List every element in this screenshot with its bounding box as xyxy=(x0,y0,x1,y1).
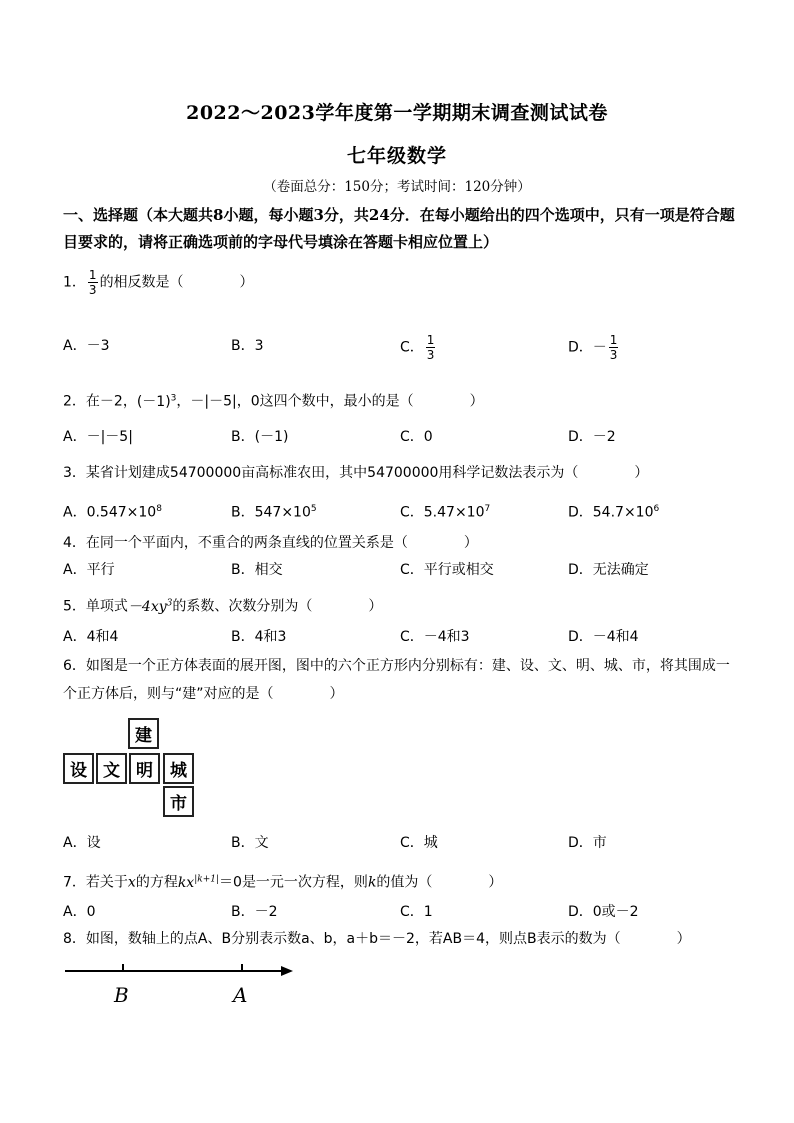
equation-exponent: |k+1| xyxy=(194,874,220,884)
q5-option-b[interactable]: B．4和3 xyxy=(231,629,287,645)
q3-option-c-text: C．5.47×10 xyxy=(400,504,485,521)
q4-option-d[interactable]: D．无法确定 xyxy=(568,562,649,578)
q1-option-d-fraction xyxy=(609,333,619,362)
q3-option-d[interactable] xyxy=(568,496,659,526)
q4-option-c[interactable]: C．平行或相交 xyxy=(400,562,494,578)
frac-denominator: 3 xyxy=(426,348,435,362)
q4-option-b[interactable]: B．相交 xyxy=(231,562,283,578)
frac-denominator: 3 xyxy=(609,348,618,362)
question-2-stem-a: 2．在－2， xyxy=(63,393,137,410)
net-cell-shi: 市 xyxy=(163,786,194,817)
q1-option-c-fraction xyxy=(426,333,436,362)
label-a: A xyxy=(233,983,248,1006)
question-7 xyxy=(63,866,743,896)
question-2-power xyxy=(137,394,177,410)
q2-option-b[interactable]: B．(－1) xyxy=(231,429,289,445)
exam-subtitle: 七年级数学 xyxy=(346,145,447,167)
net-cell-jian: 建 xyxy=(128,718,159,749)
question-5-options xyxy=(63,624,743,650)
q3-option-d-text: D．54.7×10 xyxy=(568,504,654,521)
q1-option-d[interactable] xyxy=(568,333,620,362)
question-2-stem-c: ，－|－5|，0这四个数中，最小的是（ ） xyxy=(176,393,484,410)
exponent: 7 xyxy=(484,504,491,514)
q7-option-b[interactable]: B．－2 xyxy=(231,904,278,920)
equation-lhs: kx xyxy=(177,874,195,891)
q2-option-a[interactable]: A．－|－5| xyxy=(63,429,133,445)
question-2-options xyxy=(63,424,743,450)
exam-meta: （卷面总分：150分；考试时间：120分钟） xyxy=(263,179,531,195)
question-1-number: 1． xyxy=(63,274,86,291)
equation-rhs: ＝0 xyxy=(219,874,242,891)
q1-option-c[interactable] xyxy=(400,333,437,362)
q2-option-d[interactable]: D．－2 xyxy=(568,429,616,445)
question-1-stem: 的相反数是（ ） xyxy=(99,274,254,291)
frac-numerator: 1 xyxy=(609,333,618,347)
power-exponent: 3 xyxy=(170,393,177,403)
question-7-stem-b: 的方程 xyxy=(135,874,178,891)
q7-option-c[interactable]: C．1 xyxy=(400,904,433,920)
question-7-stem-c: 是一元一次方程，则 xyxy=(241,874,368,891)
question-3-options xyxy=(63,496,743,522)
question-3: 3．某省计划建成54700000亩高标准农田，其中54700000用科学记数法表示为（ ） xyxy=(63,465,649,481)
exponent: 6 xyxy=(653,504,660,514)
question-6-options xyxy=(63,830,743,856)
question-5 xyxy=(63,590,743,620)
exam-title: 2022～2023学年度第一学期期末调查测试试卷 xyxy=(186,102,608,124)
question-4-options xyxy=(63,557,743,583)
question-8: 8．如图，数轴上的点A、B分别表示数a、b，a＋b＝－2，若AB＝4，则点B表示的数为（ ） xyxy=(63,931,691,947)
q7-option-d[interactable]: D．0或－2 xyxy=(568,904,639,920)
q5-option-c[interactable]: C．－4和3 xyxy=(400,629,470,645)
q6-option-b[interactable]: B．文 xyxy=(231,835,269,851)
net-cell-she: 设 xyxy=(63,753,94,784)
monomial-expression xyxy=(128,599,172,615)
question-7-stem-a: 7．若关于 xyxy=(63,874,128,891)
q5-option-d[interactable]: D．－4和4 xyxy=(568,629,639,645)
q6-option-d[interactable]: D．市 xyxy=(568,835,607,851)
frac-numerator: 1 xyxy=(88,268,97,282)
question-4: 4．在同一个平面内，不重合的两条直线的位置关系是（ ） xyxy=(63,535,478,551)
question-1-options xyxy=(63,333,743,362)
net-cell-ming: 明 xyxy=(129,753,160,784)
equation xyxy=(178,875,219,891)
question-2 xyxy=(63,385,743,415)
q2-option-c[interactable]: C．0 xyxy=(400,429,433,445)
cube-net-figure xyxy=(63,718,203,822)
frac-denominator: 3 xyxy=(88,283,97,297)
q7-option-a[interactable]: A．0 xyxy=(63,904,96,920)
q4-option-a[interactable]: A．平行 xyxy=(63,562,115,578)
q3-option-c[interactable] xyxy=(400,496,490,526)
variable-k: k xyxy=(367,874,377,891)
exponent: 5 xyxy=(310,504,317,514)
q3-option-a[interactable] xyxy=(63,496,162,526)
variable-x: x xyxy=(127,874,136,891)
q3-option-b-text: B．547×10 xyxy=(231,504,311,521)
frac-numerator: 1 xyxy=(426,333,435,347)
question-1 xyxy=(63,268,743,297)
q1-option-d-label: D．－ xyxy=(568,339,607,356)
q1-option-b[interactable]: B．3 xyxy=(231,338,264,354)
section-1-instructions: 一、选择题（本大题共8小题，每小题3分，共24分．在每小题给出的四个选项中，只有一项是符合题目要求的，请将正确选项前的字母代号填涂在答题卡相应位置上） xyxy=(63,206,735,251)
question-5-stem-a: 5．单项式 xyxy=(63,598,128,615)
q1-option-a[interactable]: A．－3 xyxy=(63,338,110,354)
q3-option-b[interactable] xyxy=(231,496,317,526)
label-b: B xyxy=(114,983,129,1006)
question-7-stem-d: 的值为（ ） xyxy=(376,874,503,891)
net-cell-wen: 文 xyxy=(96,753,127,784)
q6-option-c[interactable]: C．城 xyxy=(400,835,438,851)
question-5-stem-b: 的系数、次数分别为（ ） xyxy=(172,598,383,615)
q3-option-a-text: A．0.547×10 xyxy=(63,504,157,521)
question-7-options xyxy=(63,899,743,925)
monomial-exponent: 3 xyxy=(166,598,173,608)
q1-option-c-label: C． xyxy=(400,339,424,356)
q5-option-a[interactable]: A．4和4 xyxy=(63,629,119,645)
monomial-base: －4xy xyxy=(127,598,167,615)
net-cell-cheng: 城 xyxy=(163,753,194,784)
question-6: 6．如图是一个正方体表面的展开图，图中的六个正方形内分别标有：建、设、文、明、城、市，将其围成一个正方体后，则与“建”对应的是（ ） xyxy=(63,658,730,702)
exponent: 8 xyxy=(156,504,162,514)
q6-option-a[interactable]: A．设 xyxy=(63,835,101,851)
number-line-figure xyxy=(63,956,303,1006)
number-line-arrow-icon xyxy=(281,966,293,976)
power-base: (－1) xyxy=(136,393,171,410)
fraction-one-third xyxy=(88,268,98,297)
